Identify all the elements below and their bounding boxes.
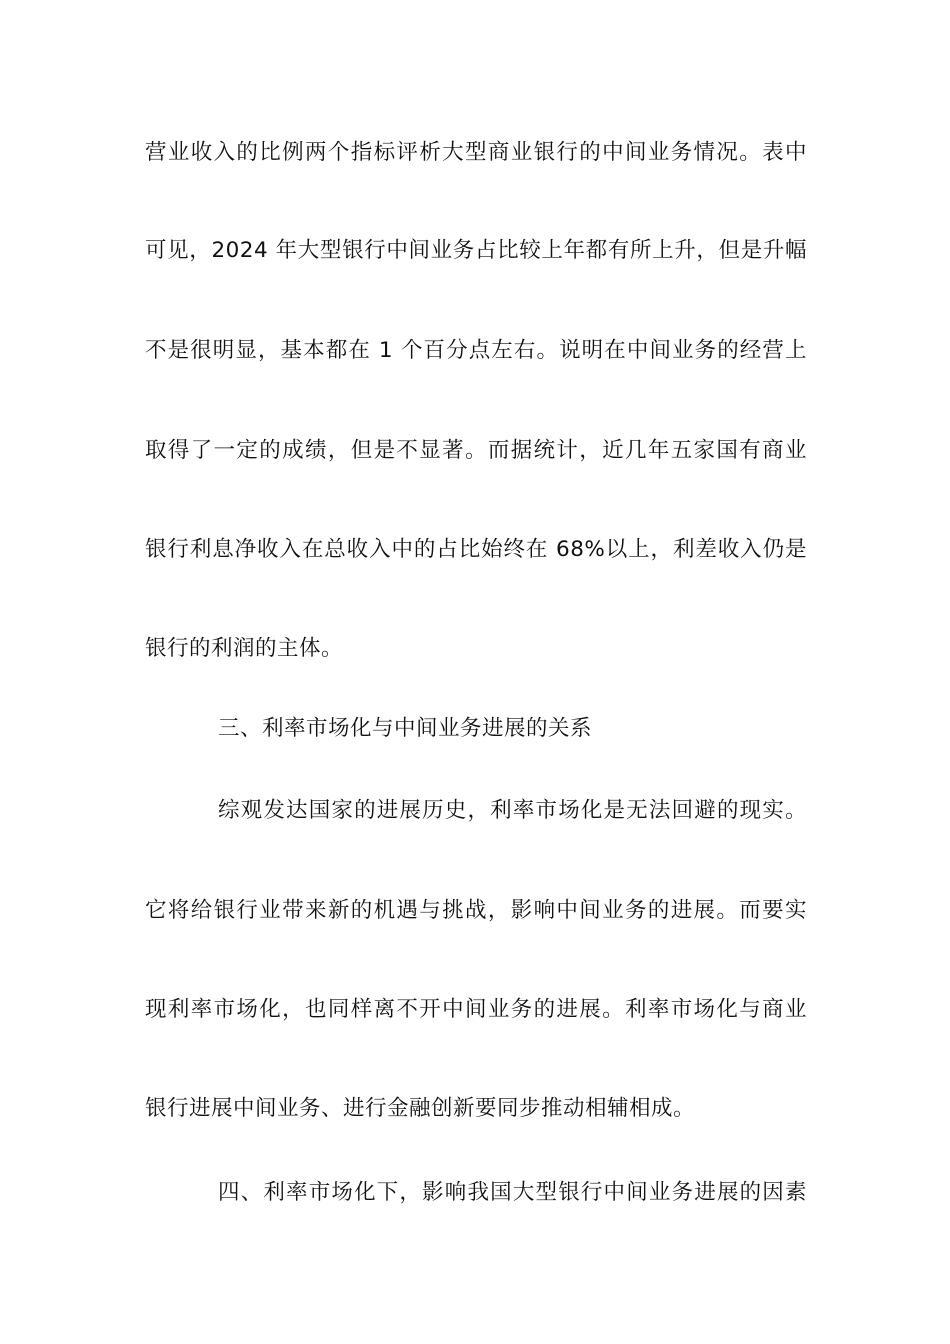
paragraph-line: 银行利息净收入在总收入中的占比始终在 68%以上，利差收入仍是 — [145, 537, 807, 562]
paragraph-line: 取得了一定的成绩，但是不显著。而据统计，近几年五家国有商业 — [145, 438, 807, 463]
paragraph-line: 现利率市场化，也同样离不开中间业务的进展。利率市场化与商业 — [145, 997, 807, 1022]
paragraph-line: 综观发达国家的进展历史，利率市场化是无法回避的现实。 — [218, 798, 807, 823]
paragraph-line: 不是很明显，基本都在 1 个百分点左右。说明在中间业务的经营上 — [145, 338, 807, 363]
paragraph-line: 营业收入的比例两个指标评析大型商业银行的中间业务情况。表中 — [145, 140, 807, 165]
paragraph-line: 银行进展中间业务、进行金融创新要同步推动相辅相成。 — [145, 1096, 696, 1121]
section-heading: 三、利率市场化与中间业务进展的关系 — [218, 716, 593, 741]
paragraph-line: 它将给银行业带来新的机遇与挑战，影响中间业务的进展。而要实 — [145, 898, 807, 923]
paragraph-line: 可见，2024 年大型银行中间业务占比较上年都有所上升，但是升幅 — [145, 238, 807, 263]
section-heading: 四、利率市场化下，影响我国大型银行中间业务进展的因素 — [218, 1180, 807, 1205]
paragraph-line: 银行的利润的主体。 — [145, 636, 344, 661]
